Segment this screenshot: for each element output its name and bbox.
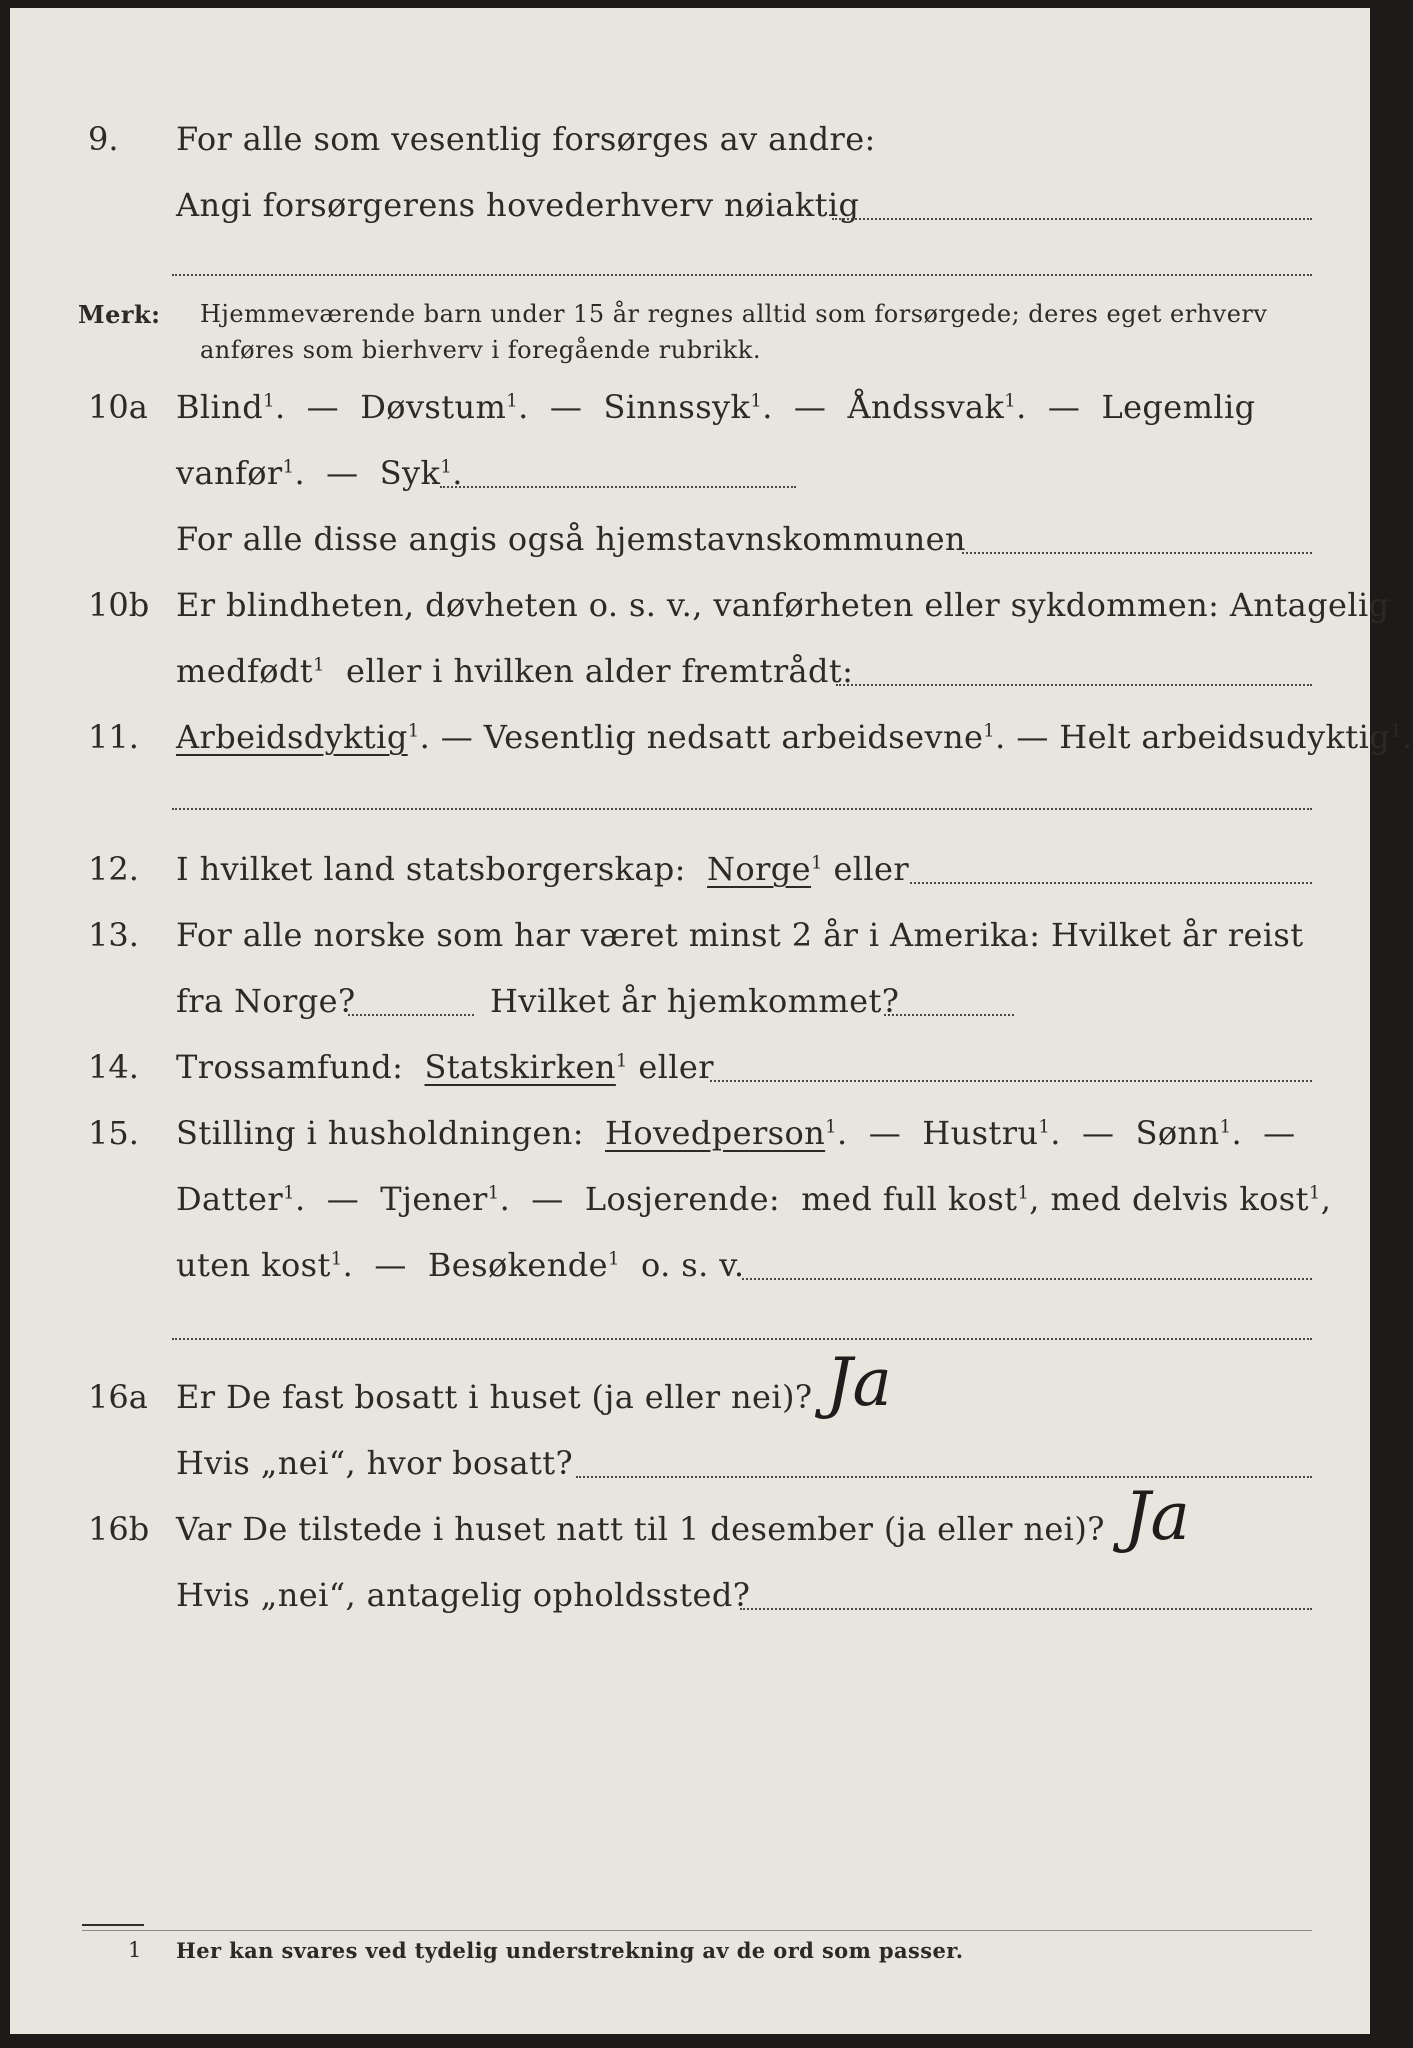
q10b-number: 10b	[88, 586, 150, 624]
q16a-line1: Er De fast bosatt i huset (ja eller nei)?	[176, 1378, 813, 1416]
q11-answer-field[interactable]	[172, 808, 1312, 810]
merk-line2: anføres som bierhverv i foregående rubrikk.	[200, 336, 761, 364]
q15-line1: Stilling i husholdningen: Hovedperson$^1$. — Hustru$^1$. — Sønn$^1$. —	[176, 1114, 1296, 1152]
option-nedsatt[interactable]: Vesentlig nedsatt arbeidsevne	[483, 718, 984, 756]
q12-country-field[interactable]	[910, 882, 1312, 884]
option-vanfor[interactable]: vanfør	[176, 454, 283, 492]
q10a-line2: vanfør$^1$. — Syk$^1$.	[176, 454, 463, 492]
option-medfodt[interactable]: medfødt	[176, 652, 314, 690]
option-besokende[interactable]: Besøkende	[427, 1246, 608, 1284]
option-tjener[interactable]: Tjener	[380, 1180, 488, 1218]
option-uten-kost[interactable]: uten kost	[176, 1246, 331, 1284]
q10b-alder-field[interactable]	[836, 684, 1312, 686]
q10a-syk-field[interactable]	[440, 486, 796, 488]
q9-answer-field-2[interactable]	[172, 274, 1312, 276]
q10a-line1: Blind$^1$. — Døvstum$^1$. — Sinnssyk$^1$. — Åndssvak$^1$. — Legemlig	[176, 388, 1256, 426]
footnote-rule	[82, 1924, 144, 1926]
q14-number: 14.	[88, 1048, 139, 1086]
footnote-divider	[82, 1930, 1312, 1931]
footnote-mark: 1	[128, 1938, 142, 1962]
q16a-number: 16a	[88, 1378, 148, 1416]
option-delvis-kost[interactable]: med delvis kost	[1050, 1180, 1309, 1218]
option-sonn[interactable]: Sønn	[1135, 1114, 1220, 1152]
option-dovstum[interactable]: Døvstum	[360, 388, 507, 426]
q15-answer-field-2[interactable]	[172, 1338, 1312, 1340]
footnote-text: Her kan svares ved tydelig understrekning av de ord som passer.	[176, 1938, 964, 1963]
census-form-page	[10, 8, 1413, 2034]
q12-number: 12.	[88, 850, 139, 888]
q11-line1: Arbeidsdyktig$^1$. — Vesentlig nedsatt arbeidsevne$^1$. — Helt arbeidsudyktig$^1$.	[176, 718, 1413, 756]
option-udyktig[interactable]: Helt arbeidsudyktig	[1059, 718, 1391, 756]
q11-number: 11.	[88, 718, 139, 756]
q15-stilling-field[interactable]	[742, 1278, 1312, 1280]
option-blind[interactable]: Blind	[176, 388, 264, 426]
option-statskirken[interactable]: Statskirken	[424, 1048, 616, 1086]
option-andssvak[interactable]: Åndssvak	[847, 388, 1005, 426]
q13-line1: For alle norske som har været minst 2 år i Amerika: Hvilket år reist	[176, 916, 1304, 954]
q10b-line2: medfødt$^1$ eller i hvilken alder fremtrådt:	[176, 652, 854, 690]
option-arbeidsdyktig[interactable]: Arbeidsdyktig	[176, 718, 408, 756]
q9-line1: For alle som vesentlig forsørges av andre:	[176, 120, 876, 158]
q16b-opholdssted-field[interactable]	[740, 1608, 1312, 1610]
q16b-line2: Hvis „nei“, antagelig opholdssted?	[176, 1576, 751, 1614]
q13-line2b: Hvilket år hjemkommet?	[490, 982, 900, 1020]
q13-hjemkommet-field[interactable]	[884, 1014, 1014, 1016]
q12-line1: I hvilket land statsborgerskap: Norge$^1$ eller	[176, 850, 910, 888]
option-sinnssyk[interactable]: Sinnssyk	[603, 388, 751, 426]
q16b-line1: Var De tilstede i huset natt til 1 desember (ja eller nei)?	[176, 1510, 1105, 1548]
q16a-handwritten-answer: Ja	[826, 1344, 892, 1421]
q13-line2a: fra Norge?	[176, 982, 356, 1020]
q16b-number: 16b	[88, 1510, 150, 1548]
option-syk[interactable]: Syk	[379, 454, 441, 492]
q13-reist-field[interactable]	[348, 1014, 474, 1016]
option-hustru[interactable]: Hustru	[922, 1114, 1039, 1152]
q10a-line3: For alle disse angis også hjemstavnskommunen	[176, 520, 966, 558]
q16b-handwritten-answer: Ja	[1124, 1478, 1190, 1555]
merk-label: Merk:	[78, 300, 161, 329]
option-norge[interactable]: Norge	[707, 850, 812, 888]
merk-line1: Hjemmeværende barn under 15 år regnes alltid som forsørgede; deres eget erhverv	[200, 300, 1268, 328]
q10a-number: 10a	[88, 388, 148, 426]
q15-line3: uten kost$^1$. — Besøkende$^1$ o. s. v.	[176, 1246, 745, 1284]
q10a-hjemstavn-field[interactable]	[962, 552, 1312, 554]
option-full-kost[interactable]: med full kost	[801, 1180, 1018, 1218]
q15-line2: Datter$^1$. — Tjener$^1$. — Losjerende: med full kost$^1$, med delvis kost$^1$,	[176, 1180, 1332, 1218]
q9-answer-field[interactable]	[832, 218, 1312, 220]
q14-trossamfund-field[interactable]	[710, 1080, 1312, 1082]
option-datter[interactable]: Datter	[176, 1180, 284, 1218]
option-hovedperson[interactable]: Hovedperson	[605, 1114, 826, 1152]
q15-number: 15.	[88, 1114, 139, 1152]
q16a-bosatt-field[interactable]	[576, 1476, 1312, 1478]
q9-line2: Angi forsørgerens hovederhverv nøiaktig	[176, 186, 860, 224]
q9-number: 9.	[88, 120, 119, 158]
q14-line1: Trossamfund: Statskirken$^1$ eller	[176, 1048, 714, 1086]
q13-number: 13.	[88, 916, 139, 954]
option-legemlig[interactable]: Legemlig	[1101, 388, 1256, 426]
q16a-line2: Hvis „nei“, hvor bosatt?	[176, 1444, 574, 1482]
q10b-line1: Er blindheten, døvheten o. s. v., vanførheten eller sykdommen: Antagelig	[176, 586, 1390, 624]
